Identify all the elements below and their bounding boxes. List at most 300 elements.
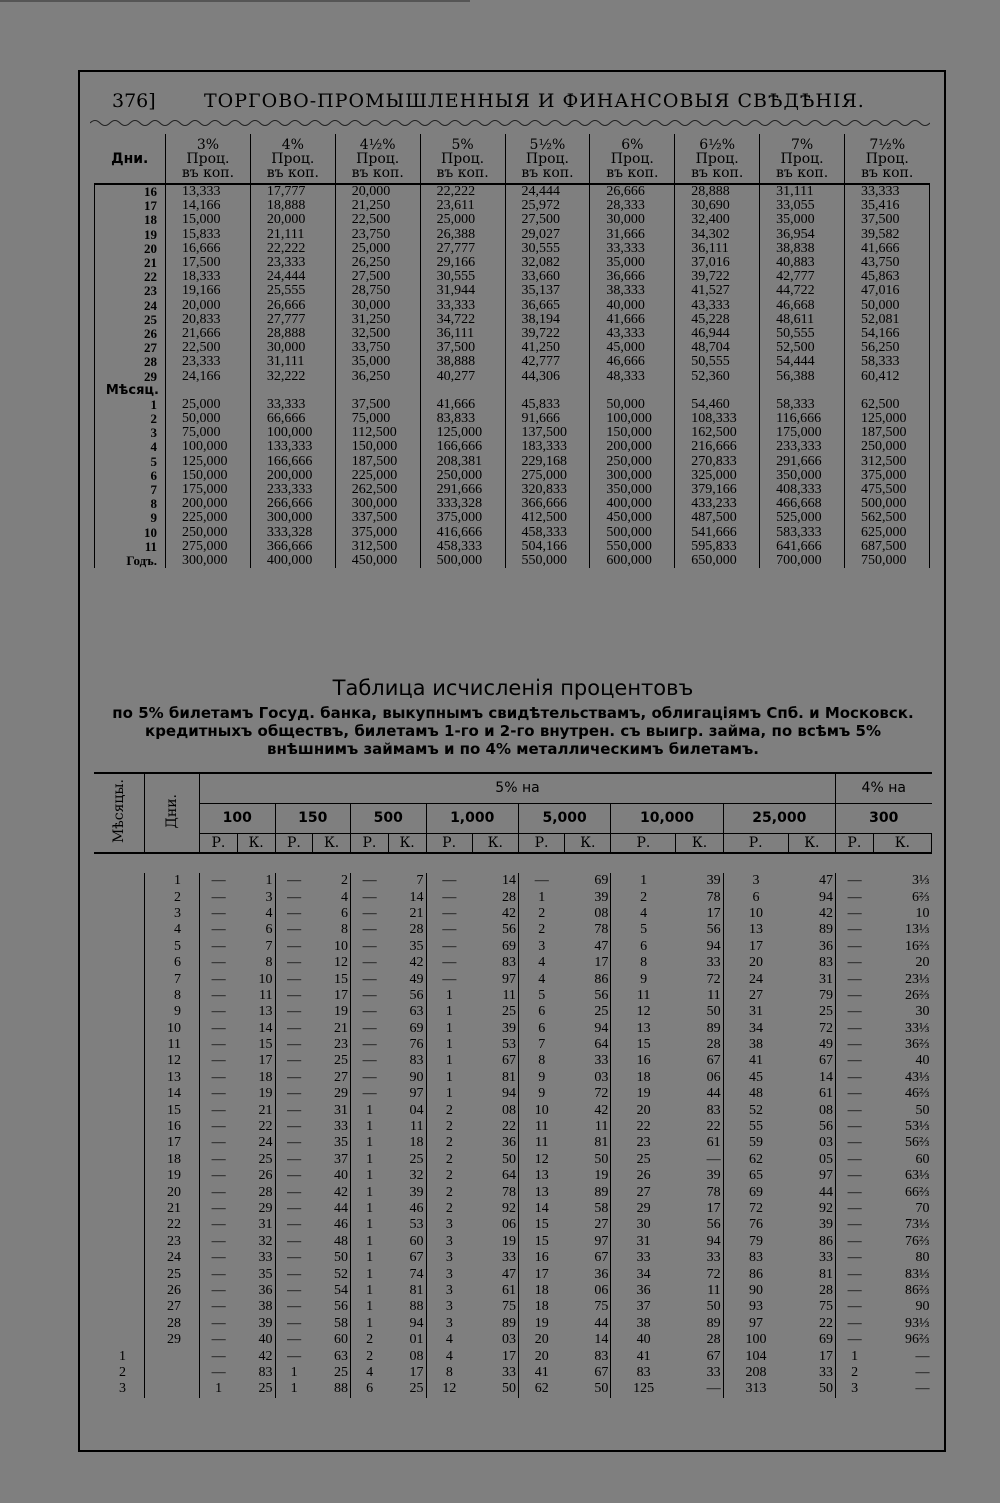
value-cell: 208,381 bbox=[420, 455, 505, 469]
rate-sub2: въ коп. bbox=[351, 164, 404, 181]
value-cell: 333,328 bbox=[420, 497, 505, 511]
day-cell: 29 bbox=[95, 369, 166, 383]
value-cell: 166,666 bbox=[420, 440, 505, 454]
empty-cell bbox=[335, 384, 420, 398]
month-cell bbox=[94, 1135, 145, 1151]
table-row bbox=[94, 1234, 932, 1250]
value-cell: 412,500 bbox=[505, 511, 590, 525]
kop-cell: 14 bbox=[501, 873, 516, 889]
day-cell: 29 bbox=[145, 1332, 200, 1348]
table-row bbox=[94, 1102, 932, 1118]
rub-cell: 10 bbox=[518, 1102, 564, 1118]
value-cell: 43,333 bbox=[590, 327, 675, 341]
table-row bbox=[95, 242, 930, 256]
value-cell: 33,055 bbox=[760, 199, 845, 213]
month-cell: 8 bbox=[95, 497, 166, 511]
day-cell: 2 bbox=[145, 889, 200, 905]
kop-cell: 6 bbox=[341, 905, 348, 921]
kop-cell: 97 bbox=[818, 1168, 833, 1184]
kop-cell: 52 bbox=[334, 1266, 348, 1282]
kop-cell: 01 bbox=[409, 1332, 424, 1348]
value-cell: 125,000 bbox=[420, 426, 505, 440]
kop-cell: 31 bbox=[818, 971, 833, 987]
rub-cell: — bbox=[275, 1266, 313, 1282]
kop-cell: 75 bbox=[501, 1299, 516, 1315]
value-cell: 50,000 bbox=[590, 398, 675, 412]
rub-cell: 18 bbox=[518, 1283, 564, 1299]
table2-body bbox=[94, 853, 932, 1398]
table-row bbox=[94, 1070, 932, 1086]
col-header-4 bbox=[250, 134, 335, 184]
value-cell: 35,000 bbox=[335, 355, 420, 369]
value-cell: 45,228 bbox=[675, 313, 760, 327]
value-cell: 21,666 bbox=[166, 327, 251, 341]
kop-cell: 54 bbox=[334, 1282, 348, 1298]
rub-cell: — bbox=[275, 1332, 313, 1348]
value-cell: 62,500 bbox=[845, 398, 930, 412]
kop-cell: 30 bbox=[915, 1004, 930, 1020]
kop-cell: 67 bbox=[501, 1053, 516, 1069]
kop-cell: 25 bbox=[818, 1004, 833, 1020]
rub-cell: 38 bbox=[611, 1316, 676, 1332]
kop-cell: 8 bbox=[341, 922, 348, 938]
value-cell: 312,500 bbox=[335, 540, 420, 554]
value-cell: 28,888 bbox=[250, 327, 335, 341]
value-cell: 27,500 bbox=[505, 213, 590, 227]
rub-cell: — bbox=[275, 1283, 313, 1299]
kop-header: К. bbox=[788, 833, 835, 853]
value-cell: 16,666 bbox=[166, 242, 251, 256]
value-cell: 38,194 bbox=[505, 313, 590, 327]
value-cell: 366,666 bbox=[505, 497, 590, 511]
kop-cell: 21 bbox=[409, 905, 424, 921]
kop-cell: 27 bbox=[334, 1069, 348, 1085]
day-cell: 5 bbox=[145, 939, 200, 955]
table-row bbox=[94, 906, 932, 922]
kop-cell: 23⅓ bbox=[905, 971, 930, 987]
value-cell: 458,333 bbox=[420, 540, 505, 554]
value-cell: 34,302 bbox=[675, 228, 760, 242]
day-cell bbox=[145, 1348, 200, 1364]
value-cell: 100,000 bbox=[590, 412, 675, 426]
rub-cell: — bbox=[200, 873, 238, 889]
value-cell: 24,444 bbox=[250, 270, 335, 284]
rub-cell: — bbox=[835, 1299, 873, 1315]
kop-cell: 39 bbox=[258, 1315, 273, 1331]
amount-header: 100 bbox=[200, 803, 276, 833]
kop-cell: 17 bbox=[501, 1348, 516, 1364]
rub-cell: 10 bbox=[723, 906, 788, 922]
value-cell: 583,333 bbox=[760, 526, 845, 540]
kop-cell: 28 bbox=[706, 1332, 721, 1348]
kop-cell: 78 bbox=[501, 1184, 516, 1200]
value-cell: 35,000 bbox=[760, 213, 845, 227]
rub-cell: — bbox=[200, 906, 238, 922]
kop-cell: 11 bbox=[259, 987, 273, 1003]
kop-cell: 3⅓ bbox=[912, 873, 930, 889]
kop-cell: 39 bbox=[594, 889, 609, 905]
month-cell bbox=[94, 955, 145, 971]
rub-cell: 37 bbox=[611, 1299, 676, 1315]
rub-cell: 34 bbox=[611, 1266, 676, 1282]
kop-cell: 97 bbox=[409, 1086, 424, 1102]
kop-cell: 81 bbox=[818, 1266, 833, 1282]
empty-cell bbox=[505, 384, 590, 398]
kop-cell: 67 bbox=[594, 1250, 609, 1266]
kop-cell: 44 bbox=[594, 1315, 609, 1331]
rate-sub1: Проц. bbox=[525, 150, 569, 167]
rub-cell: 18 bbox=[518, 1299, 564, 1315]
table-row bbox=[94, 1053, 932, 1069]
rub-cell: — bbox=[351, 988, 389, 1004]
rub-cell: — bbox=[200, 1086, 238, 1102]
value-cell: 36,666 bbox=[590, 270, 675, 284]
kop-cell: 58 bbox=[334, 1315, 348, 1331]
value-cell: 52,081 bbox=[845, 313, 930, 327]
kop-cell: 97 bbox=[501, 971, 516, 987]
value-cell: 27,777 bbox=[250, 313, 335, 327]
rub-cell: — bbox=[275, 1053, 313, 1069]
rate-sub1: Проц. bbox=[271, 150, 315, 167]
value-cell: 541,666 bbox=[675, 526, 760, 540]
value-cell: 48,704 bbox=[675, 341, 760, 355]
value-cell: 108,333 bbox=[675, 412, 760, 426]
rub-cell: 1 bbox=[351, 1135, 389, 1151]
rub-header: Р. bbox=[200, 833, 238, 853]
table-row bbox=[94, 873, 932, 889]
value-cell: 54,166 bbox=[845, 327, 930, 341]
day-cell: 18 bbox=[95, 213, 166, 227]
month-cell: 6 bbox=[95, 469, 166, 483]
kop-cell: 36⅔ bbox=[905, 1037, 930, 1053]
kop-cell: 61 bbox=[501, 1282, 516, 1298]
kop-cell: 04 bbox=[409, 1102, 424, 1118]
kop-cell: 75 bbox=[594, 1299, 609, 1315]
rub-cell: — bbox=[200, 1299, 238, 1315]
kop-cell: 21 bbox=[258, 1102, 273, 1118]
value-cell: 125,000 bbox=[166, 455, 251, 469]
table-row bbox=[95, 256, 930, 270]
empty-cell bbox=[675, 384, 760, 398]
rub-cell: — bbox=[200, 971, 238, 987]
kop-header: К. bbox=[565, 833, 611, 853]
kop-cell: 42 bbox=[258, 1348, 273, 1364]
rub-cell: 79 bbox=[723, 1234, 788, 1250]
rub-cell: 1 bbox=[426, 1037, 472, 1053]
month-cell: 2 bbox=[119, 1364, 126, 1380]
kop-header: К. bbox=[472, 833, 518, 853]
rub-cell: 16 bbox=[611, 1053, 676, 1069]
value-cell: 25,555 bbox=[250, 284, 335, 298]
rub-cell: — bbox=[275, 1135, 313, 1151]
value-cell: 26,666 bbox=[590, 184, 675, 199]
rub-cell: 3 bbox=[426, 1234, 472, 1250]
month-cell bbox=[94, 1217, 145, 1233]
value-cell: 187,500 bbox=[335, 455, 420, 469]
kop-cell: 89 bbox=[706, 1020, 721, 1036]
kop-cell: 25 bbox=[334, 1364, 348, 1380]
rub-cell: 1 bbox=[200, 1381, 238, 1397]
rub-cell: 12 bbox=[611, 1004, 676, 1020]
month-cell bbox=[94, 922, 145, 938]
table-row bbox=[94, 955, 932, 971]
day-cell: 27 bbox=[145, 1299, 200, 1315]
col-header-6 bbox=[590, 134, 675, 184]
kop-cell: 69 bbox=[409, 1020, 424, 1036]
value-cell: 54,444 bbox=[760, 355, 845, 369]
month-cell bbox=[94, 1004, 145, 1020]
rub-cell: — bbox=[351, 1053, 389, 1069]
rub-cell: 3 bbox=[518, 939, 564, 955]
value-cell: 500,000 bbox=[590, 526, 675, 540]
rub-cell: 59 bbox=[723, 1135, 788, 1151]
value-cell: 650,000 bbox=[675, 554, 760, 568]
value-cell: 14,166 bbox=[166, 199, 251, 213]
kop-cell: 72 bbox=[706, 1266, 721, 1282]
rub-cell: 25 bbox=[611, 1152, 676, 1168]
col-header-3 bbox=[166, 134, 251, 184]
rub-cell: 2 bbox=[426, 1168, 472, 1184]
kop-cell: 92 bbox=[501, 1201, 516, 1216]
value-cell: 600,000 bbox=[590, 554, 675, 568]
value-cell: 20,000 bbox=[166, 299, 251, 313]
value-cell: 26,666 bbox=[250, 299, 335, 313]
rub-cell: 13 bbox=[611, 1021, 676, 1037]
value-cell: 50,555 bbox=[760, 327, 845, 341]
month-cell: 1 bbox=[119, 1348, 126, 1364]
value-cell: 38,333 bbox=[590, 284, 675, 298]
rub-cell: — bbox=[275, 1070, 313, 1086]
kop-cell: 76 bbox=[409, 1037, 424, 1053]
kop-cell: 4 bbox=[265, 905, 273, 921]
table-row bbox=[94, 988, 932, 1004]
kop-cell: 33 bbox=[818, 1250, 833, 1266]
kop-cell: 50 bbox=[334, 1250, 348, 1266]
value-cell: 42,777 bbox=[760, 270, 845, 284]
rub-cell: 17 bbox=[518, 1266, 564, 1282]
rub-cell: 40 bbox=[611, 1332, 676, 1348]
table-row bbox=[94, 1086, 932, 1102]
month-cell bbox=[94, 1070, 145, 1086]
table-row bbox=[95, 341, 930, 355]
kop-cell: 94 bbox=[706, 938, 721, 954]
month-cell bbox=[94, 1201, 145, 1217]
rub-cell: 3 bbox=[426, 1250, 472, 1266]
value-cell: 30,000 bbox=[250, 341, 335, 355]
month-cell bbox=[94, 1152, 145, 1168]
rub-cell: — bbox=[275, 1102, 313, 1118]
table-row bbox=[95, 299, 930, 313]
kop-cell: 42 bbox=[409, 955, 424, 971]
value-cell: 687,500 bbox=[845, 540, 930, 554]
day-cell: 10 bbox=[145, 1021, 200, 1037]
rub-cell: 11 bbox=[518, 1135, 564, 1151]
kop-cell: 21 bbox=[334, 1020, 348, 1036]
kop-cell: 39 bbox=[706, 873, 721, 889]
value-cell: 31,944 bbox=[420, 284, 505, 298]
month-cell bbox=[94, 1021, 145, 1037]
rub-cell: — bbox=[275, 1184, 313, 1200]
kop-cell: 83 bbox=[258, 1364, 273, 1380]
kop-cell: 36 bbox=[258, 1282, 273, 1298]
kop-cell: 05 bbox=[818, 1151, 833, 1167]
days-label: Дни. bbox=[164, 793, 180, 829]
kop-cell: 50 bbox=[706, 1004, 721, 1020]
rub-cell: 24 bbox=[723, 971, 788, 987]
value-cell: 50,000 bbox=[166, 412, 251, 426]
table-row bbox=[95, 412, 930, 426]
kop-cell: 63⅓ bbox=[905, 1168, 930, 1184]
kop-cell: 10 bbox=[915, 905, 930, 921]
rub-cell: — bbox=[200, 1021, 238, 1037]
kop-cell: 31 bbox=[258, 1217, 273, 1233]
rub-cell: 2 bbox=[426, 1201, 472, 1217]
rub-cell: 4 bbox=[611, 906, 676, 922]
rub-cell: 27 bbox=[723, 988, 788, 1004]
kop-cell: 19 bbox=[501, 1233, 516, 1249]
kop-cell: 28 bbox=[409, 922, 424, 938]
table-row bbox=[94, 1201, 932, 1217]
kop-cell: 88 bbox=[334, 1381, 348, 1397]
kop-cell: 35 bbox=[334, 1135, 348, 1151]
value-cell: 46,944 bbox=[675, 327, 760, 341]
rate-sub2: въ коп. bbox=[266, 164, 319, 181]
value-cell: 300,000 bbox=[335, 497, 420, 511]
rub-cell: — bbox=[835, 1070, 873, 1086]
rub-cell: — bbox=[835, 1102, 873, 1118]
value-cell: 41,666 bbox=[590, 313, 675, 327]
value-cell: 26,388 bbox=[420, 228, 505, 242]
rub-cell: 31 bbox=[611, 1234, 676, 1250]
day-cell: 17 bbox=[145, 1135, 200, 1151]
kop-cell: 81 bbox=[501, 1069, 516, 1085]
kop-cell: 13⅓ bbox=[905, 922, 930, 938]
rub-cell: 12 bbox=[518, 1152, 564, 1168]
day-cell: 26 bbox=[145, 1283, 200, 1299]
kop-cell: 25 bbox=[258, 1151, 273, 1167]
rub-cell: — bbox=[835, 1037, 873, 1053]
value-cell: 32,500 bbox=[335, 327, 420, 341]
value-cell: 44,722 bbox=[760, 284, 845, 298]
rate-sub2: въ коп. bbox=[521, 164, 574, 181]
value-cell: 31,250 bbox=[335, 313, 420, 327]
kop-cell: 27 bbox=[594, 1217, 609, 1233]
kop-cell: — bbox=[915, 1381, 930, 1397]
kop-cell: 60 bbox=[915, 1151, 930, 1167]
rub-cell: — bbox=[426, 939, 472, 955]
table-row bbox=[95, 199, 930, 213]
value-cell: 300,000 bbox=[250, 511, 335, 525]
kop-cell: 83⅓ bbox=[905, 1266, 930, 1282]
kop-cell: 69 bbox=[501, 938, 516, 954]
month-cell bbox=[94, 1266, 145, 1282]
kop-cell: 58 bbox=[594, 1201, 609, 1216]
amount-header: 5,000 bbox=[518, 803, 610, 833]
kop-cell: 06 bbox=[706, 1069, 721, 1085]
rub-cell: 1 bbox=[275, 1381, 313, 1397]
rub-cell: — bbox=[200, 1135, 238, 1151]
running-title: ТОРГОВО-ПРОМЫШЛЕННЫЯ И ФИНАНСОВЫЯ СВѢДѢНІЯ. bbox=[204, 90, 865, 112]
kop-cell: 17 bbox=[258, 1053, 273, 1069]
month-cell: Годъ. bbox=[95, 554, 166, 568]
value-cell: 42,777 bbox=[505, 355, 590, 369]
value-cell: 225,000 bbox=[166, 511, 251, 525]
value-cell: 44,306 bbox=[505, 369, 590, 383]
rate-label: 6½% bbox=[699, 136, 736, 153]
kop-cell: 83 bbox=[818, 955, 833, 971]
rub-cell: — bbox=[835, 1266, 873, 1282]
value-cell: 37,016 bbox=[675, 256, 760, 270]
rub-cell: 65 bbox=[723, 1168, 788, 1184]
month-cell bbox=[94, 1234, 145, 1250]
kop-cell: 42 bbox=[334, 1184, 348, 1200]
value-cell: 56,250 bbox=[845, 341, 930, 355]
day-cell: 15 bbox=[145, 1102, 200, 1118]
day-cell: 25 bbox=[145, 1266, 200, 1282]
table-row bbox=[94, 1348, 932, 1364]
day-cell: 23 bbox=[95, 284, 166, 298]
rub-cell: — bbox=[426, 906, 472, 922]
rub-cell: — bbox=[351, 1021, 389, 1037]
rub-cell: — bbox=[200, 1201, 238, 1217]
rub-header: Р. bbox=[275, 833, 313, 853]
day-cell: 25 bbox=[95, 313, 166, 327]
rub-cell: 1 bbox=[426, 1086, 472, 1102]
value-cell: 17,777 bbox=[250, 184, 335, 199]
rub-cell: 9 bbox=[518, 1070, 564, 1086]
rub-cell: — bbox=[275, 1234, 313, 1250]
empty-cell bbox=[845, 384, 930, 398]
kop-cell: 53 bbox=[501, 1037, 516, 1053]
group-4pct: 4% на bbox=[835, 773, 931, 803]
day-cell: 7 bbox=[145, 971, 200, 987]
month-label-row bbox=[95, 384, 930, 398]
rub-cell: 1 bbox=[351, 1299, 389, 1315]
rub-cell: 6 bbox=[611, 939, 676, 955]
rub-cell: — bbox=[426, 873, 472, 889]
rate-sub2: въ коп. bbox=[775, 164, 829, 181]
kop-cell: 42 bbox=[818, 905, 833, 921]
value-cell: 52,500 bbox=[760, 341, 845, 355]
kop-cell: 96⅔ bbox=[905, 1332, 930, 1348]
kop-cell: 17 bbox=[409, 1364, 424, 1380]
table-row bbox=[95, 398, 930, 412]
rub-cell: — bbox=[835, 1332, 873, 1348]
value-cell: 25,000 bbox=[166, 398, 251, 412]
rub-cell: 2 bbox=[426, 1135, 472, 1151]
value-cell: 35,416 bbox=[845, 199, 930, 213]
kop-cell: 53 bbox=[409, 1217, 424, 1233]
value-cell: 475,500 bbox=[845, 483, 930, 497]
rub-cell: — bbox=[351, 873, 389, 889]
kop-cell: 72 bbox=[706, 971, 721, 987]
value-cell: 37,500 bbox=[335, 398, 420, 412]
amount-header: 150 bbox=[275, 803, 351, 833]
kop-cell: 67 bbox=[594, 1364, 609, 1380]
top-rule bbox=[0, 0, 470, 2]
kop-cell: 25 bbox=[334, 1053, 348, 1069]
rate-sub1: Проц. bbox=[695, 150, 739, 167]
table-row bbox=[94, 1365, 932, 1381]
wavy-rule bbox=[90, 118, 930, 128]
value-cell: 32,400 bbox=[675, 213, 760, 227]
table-row bbox=[95, 355, 930, 369]
rub-cell: — bbox=[835, 955, 873, 971]
rub-cell: — bbox=[275, 1086, 313, 1102]
value-cell: 504,166 bbox=[505, 540, 590, 554]
value-cell: 150,000 bbox=[590, 426, 675, 440]
rub-cell: — bbox=[275, 889, 313, 905]
